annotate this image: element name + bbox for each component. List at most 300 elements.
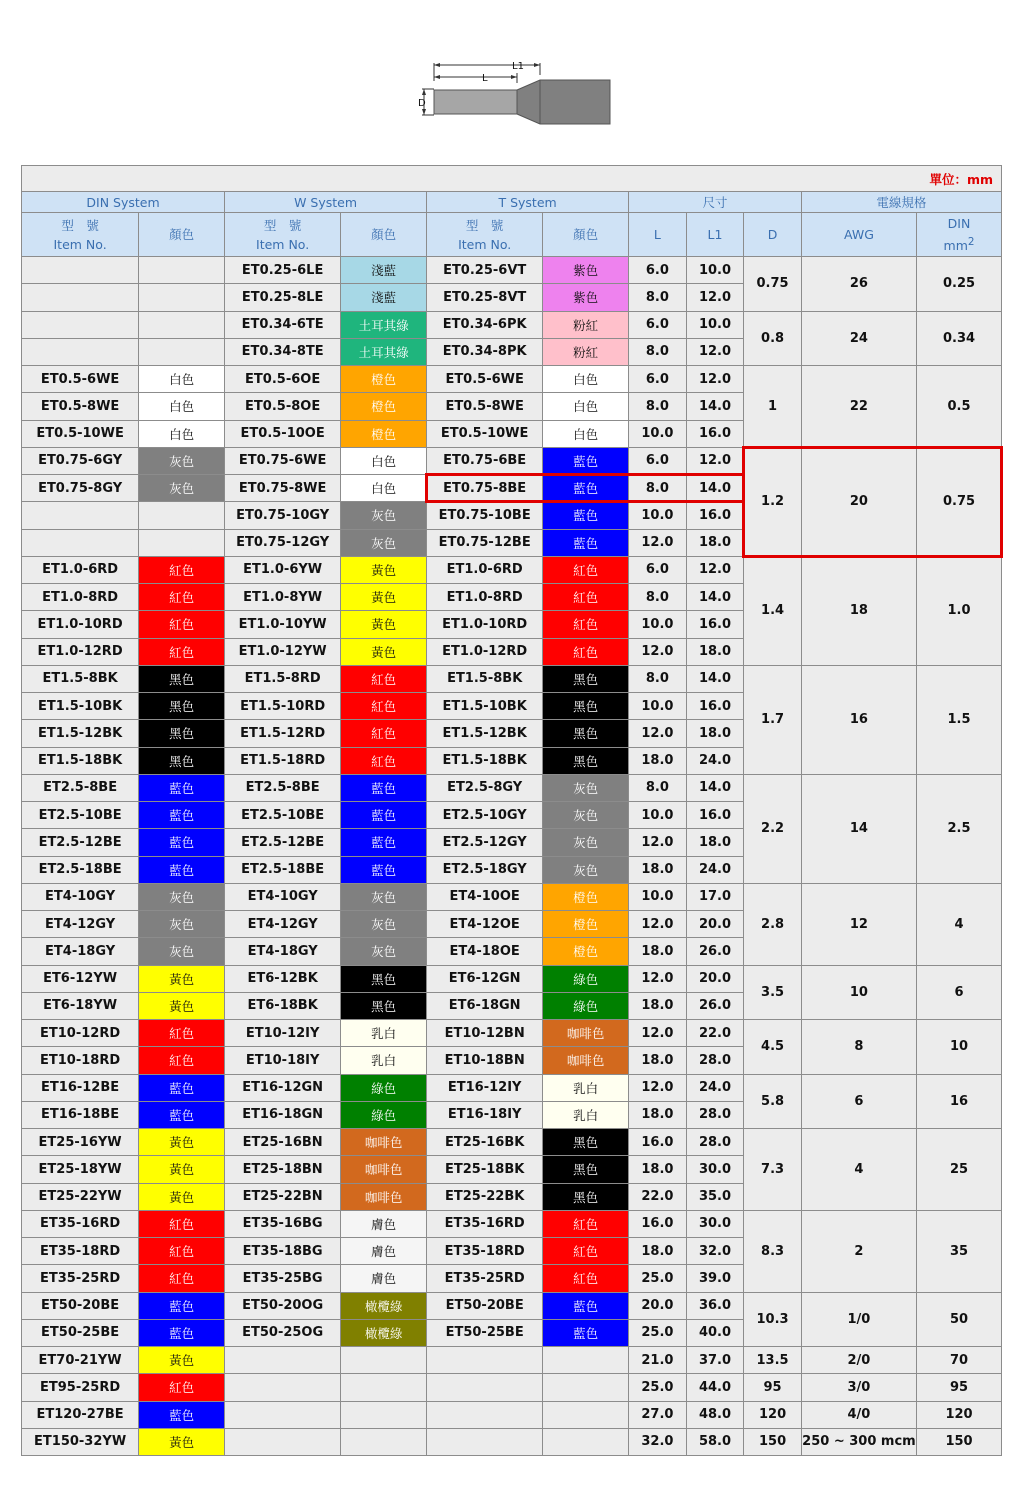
header-color: 顏色	[543, 213, 628, 256]
w-color-cell	[341, 1374, 426, 1400]
t-item-no-cell: ET1.0-12RD	[427, 639, 542, 665]
length-l1-cell: 18.0	[687, 829, 744, 855]
spec-din-cell: 70	[917, 1347, 1001, 1373]
t-item-no-cell: ET1.5-18BK	[427, 748, 542, 774]
spec-d-cell: 1.4	[744, 557, 801, 665]
spec-din-cell: 0.34	[917, 312, 1001, 366]
din-item-no-cell	[22, 530, 138, 556]
table-row	[22, 1211, 1001, 1237]
din-color-cell: 紅色	[139, 1047, 224, 1073]
table-row	[22, 884, 1001, 910]
group-dimensions: 尺寸	[629, 192, 801, 212]
din-item-no-cell: ET6-18YW	[22, 993, 138, 1019]
w-item-no-cell	[225, 1402, 340, 1428]
din-item-no-cell: ET0.75-8GY	[22, 475, 138, 501]
din-color-cell	[139, 502, 224, 528]
table-row	[22, 1293, 1001, 1319]
din-color-cell: 紅色	[139, 611, 224, 637]
length-l1-cell: 24.0	[687, 748, 744, 774]
t-color-cell: 黑色	[543, 1156, 628, 1182]
t-color-cell: 橙色	[543, 938, 628, 964]
din-color-cell: 藍色	[139, 1075, 224, 1101]
t-color-cell: 黑色	[543, 1129, 628, 1155]
w-color-cell: 綠色	[341, 1075, 426, 1101]
t-color-cell: 橙色	[543, 911, 628, 937]
w-item-no-cell: ET2.5-8BE	[225, 775, 340, 801]
w-item-no-cell: ET4-12GY	[225, 911, 340, 937]
spec-d-cell: 7.3	[744, 1129, 801, 1210]
table-body	[22, 257, 1001, 1455]
spec-din-cell: 95	[917, 1374, 1001, 1400]
din-item-no-cell: ET25-18YW	[22, 1156, 138, 1182]
w-color-cell: 膚色	[341, 1265, 426, 1291]
w-color-cell: 橄欖綠	[341, 1293, 426, 1319]
t-color-cell: 灰色	[543, 829, 628, 855]
spec-awg-cell: 4/0	[802, 1402, 916, 1428]
din-color-cell: 紅色	[139, 1238, 224, 1264]
din-color-cell	[139, 312, 224, 338]
t-color-cell: 白色	[543, 366, 628, 392]
w-item-no-cell: ET1.5-8RD	[225, 666, 340, 692]
w-item-no-cell: ET0.75-6WE	[225, 448, 340, 474]
w-item-no-cell: ET35-16BG	[225, 1211, 340, 1237]
length-l-cell: 6.0	[629, 557, 686, 583]
w-item-no-cell: ET1.5-12RD	[225, 720, 340, 746]
din-color-cell: 灰色	[139, 475, 224, 501]
w-color-cell: 灰色	[341, 502, 426, 528]
length-l1-cell: 26.0	[687, 993, 744, 1019]
t-color-cell: 咖啡色	[543, 1047, 628, 1073]
din-item-no-cell: ET1.5-12BK	[22, 720, 138, 746]
t-item-no-cell: ET0.34-6PK	[427, 312, 542, 338]
w-color-cell: 黑色	[341, 966, 426, 992]
t-color-cell: 藍色	[543, 1293, 628, 1319]
length-l1-cell: 28.0	[687, 1102, 744, 1128]
din-item-no-cell: ET2.5-18BE	[22, 857, 138, 883]
unit-label: 單位：mm	[22, 166, 1001, 191]
w-item-no-cell: ET2.5-10BE	[225, 802, 340, 828]
table-row	[22, 1129, 1001, 1155]
w-color-cell: 黃色	[341, 639, 426, 665]
length-l-cell: 10.0	[629, 884, 686, 910]
w-item-no-cell: ET35-25BG	[225, 1265, 340, 1291]
din-item-no-cell: ET35-16RD	[22, 1211, 138, 1237]
length-l1-cell: 14.0	[687, 666, 744, 692]
spec-din-cell: 2.5	[917, 775, 1001, 883]
length-l-cell: 18.0	[629, 993, 686, 1019]
spec-din-cell: 6	[917, 966, 1001, 1020]
t-color-cell	[543, 1347, 628, 1373]
length-l1-cell: 12.0	[687, 557, 744, 583]
din-item-no-cell: ET70-21YW	[22, 1347, 138, 1373]
t-color-cell: 紫色	[543, 284, 628, 310]
din-item-no-cell: ET50-20BE	[22, 1293, 138, 1319]
spec-d-cell: 95	[744, 1374, 801, 1400]
w-item-no-cell: ET6-12BK	[225, 966, 340, 992]
length-l-cell: 18.0	[629, 857, 686, 883]
length-l-cell: 18.0	[629, 1238, 686, 1264]
w-color-cell: 紅色	[341, 666, 426, 692]
length-l-cell: 18.0	[629, 1156, 686, 1182]
length-l1-cell: 30.0	[687, 1156, 744, 1182]
t-item-no-cell: ET0.75-12BE	[427, 530, 542, 556]
t-item-no-cell: ET50-25BE	[427, 1320, 542, 1346]
din-item-no-cell: ET2.5-8BE	[22, 775, 138, 801]
w-item-no-cell: ET1.0-10YW	[225, 611, 340, 637]
w-item-no-cell: ET0.5-8OE	[225, 393, 340, 419]
din-color-cell: 黃色	[139, 966, 224, 992]
length-l1-cell: 30.0	[687, 1211, 744, 1237]
length-l1-cell: 36.0	[687, 1293, 744, 1319]
length-l-cell: 10.0	[629, 802, 686, 828]
spec-d-cell: 13.5	[744, 1347, 801, 1373]
length-l1-cell: 22.0	[687, 1020, 744, 1046]
spec-awg-cell: 14	[802, 775, 916, 883]
t-item-no-cell: ET10-12BN	[427, 1020, 542, 1046]
table-row	[22, 1020, 1001, 1046]
t-item-no-cell: ET0.25-6VT	[427, 257, 542, 283]
length-l-cell: 21.0	[629, 1347, 686, 1373]
spec-awg-cell: 22	[802, 366, 916, 447]
din-item-no-cell: ET35-25RD	[22, 1265, 138, 1291]
din-color-cell: 紅色	[139, 1374, 224, 1400]
din-item-no-cell: ET95-25RD	[22, 1374, 138, 1400]
t-color-cell: 灰色	[543, 857, 628, 883]
ferrule-spec-table	[21, 165, 1002, 1456]
table-row	[22, 557, 1001, 583]
din-item-no-cell	[22, 312, 138, 338]
length-l1-cell: 16.0	[687, 502, 744, 528]
w-color-cell: 藍色	[341, 857, 426, 883]
group-wire-spec: 電線規格	[802, 192, 1001, 212]
w-item-no-cell: ET2.5-18BE	[225, 857, 340, 883]
din-item-no-cell: ET0.5-10WE	[22, 421, 138, 447]
din-color-cell: 藍色	[139, 1102, 224, 1128]
length-l-cell: 8.0	[629, 284, 686, 310]
length-l-cell: 8.0	[629, 666, 686, 692]
din-color-cell: 紅色	[139, 1265, 224, 1291]
t-item-no-cell: ET4-12OE	[427, 911, 542, 937]
length-l1-cell: 20.0	[687, 911, 744, 937]
t-color-cell: 紅色	[543, 584, 628, 610]
spec-din-cell: 0.75	[917, 448, 1001, 556]
length-l-cell: 8.0	[629, 775, 686, 801]
din-color-cell	[139, 530, 224, 556]
w-item-no-cell: ET10-18IY	[225, 1047, 340, 1073]
w-color-cell: 橙色	[341, 393, 426, 419]
length-l1-cell: 16.0	[687, 611, 744, 637]
w-color-cell: 藍色	[341, 802, 426, 828]
w-color-cell: 灰色	[341, 938, 426, 964]
t-item-no-cell	[427, 1347, 542, 1373]
length-l1-cell: 32.0	[687, 1238, 744, 1264]
t-color-cell: 黑色	[543, 1184, 628, 1210]
table-row	[22, 257, 1001, 283]
t-color-cell: 紅色	[543, 557, 628, 583]
w-item-no-cell: ET0.75-12GY	[225, 530, 340, 556]
length-l-cell: 12.0	[629, 966, 686, 992]
table-row	[22, 1374, 1001, 1400]
length-l-cell: 22.0	[629, 1184, 686, 1210]
din-color-cell: 黃色	[139, 1429, 224, 1455]
length-l-cell: 8.0	[629, 339, 686, 365]
length-l1-cell: 12.0	[687, 448, 744, 474]
spec-awg-cell: 20	[802, 448, 916, 556]
din-color-cell: 黃色	[139, 1156, 224, 1182]
t-color-cell: 綠色	[543, 993, 628, 1019]
t-item-no-cell: ET6-12GN	[427, 966, 542, 992]
table-row	[22, 366, 1001, 392]
din-item-no-cell: ET6-12YW	[22, 966, 138, 992]
w-color-cell: 淺藍	[341, 257, 426, 283]
din-color-cell: 藍色	[139, 775, 224, 801]
w-color-cell: 灰色	[341, 530, 426, 556]
spec-d-cell: 2.8	[744, 884, 801, 965]
header-color: 顏色	[139, 213, 224, 256]
t-item-no-cell: ET4-10OE	[427, 884, 542, 910]
t-item-no-cell	[427, 1374, 542, 1400]
w-item-no-cell: ET50-25OG	[225, 1320, 340, 1346]
w-item-no-cell: ET16-18GN	[225, 1102, 340, 1128]
header-awg: AWG	[802, 213, 916, 256]
length-l1-cell: 20.0	[687, 966, 744, 992]
group-w-system: W System	[225, 192, 426, 212]
length-l-cell: 16.0	[629, 1129, 686, 1155]
table-row	[22, 775, 1001, 801]
din-item-no-cell: ET2.5-10BE	[22, 802, 138, 828]
t-color-cell: 紫色	[543, 257, 628, 283]
w-color-cell: 黑色	[341, 993, 426, 1019]
w-item-no-cell: ET0.5-10OE	[225, 421, 340, 447]
length-l1-cell: 16.0	[687, 421, 744, 447]
header-color: 顏色	[341, 213, 426, 256]
t-item-no-cell: ET10-18BN	[427, 1047, 542, 1073]
w-color-cell: 紅色	[341, 693, 426, 719]
din-color-cell: 藍色	[139, 857, 224, 883]
din-item-no-cell: ET4-12GY	[22, 911, 138, 937]
t-color-cell: 藍色	[543, 530, 628, 556]
length-l-cell: 8.0	[629, 475, 686, 501]
t-item-no-cell: ET1.0-8RD	[427, 584, 542, 610]
length-l-cell: 25.0	[629, 1320, 686, 1346]
w-item-no-cell: ET6-18BK	[225, 993, 340, 1019]
t-color-cell: 藍色	[543, 502, 628, 528]
t-color-cell: 黑色	[543, 666, 628, 692]
length-l-cell: 6.0	[629, 448, 686, 474]
w-color-cell	[341, 1402, 426, 1428]
din-item-no-cell: ET4-10GY	[22, 884, 138, 910]
spec-awg-cell: 1/0	[802, 1293, 916, 1347]
din-color-cell: 紅色	[139, 584, 224, 610]
diagram-label-l1: L1	[512, 61, 524, 72]
w-item-no-cell	[225, 1347, 340, 1373]
w-item-no-cell: ET0.5-6OE	[225, 366, 340, 392]
spec-din-cell: 120	[917, 1402, 1001, 1428]
w-color-cell: 咖啡色	[341, 1156, 426, 1182]
length-l-cell: 6.0	[629, 257, 686, 283]
length-l-cell: 18.0	[629, 938, 686, 964]
din-item-no-cell	[22, 339, 138, 365]
length-l1-cell: 10.0	[687, 257, 744, 283]
length-l1-cell: 26.0	[687, 938, 744, 964]
din-color-cell	[139, 339, 224, 365]
spec-d-cell: 8.3	[744, 1211, 801, 1292]
spec-din-cell: 0.5	[917, 366, 1001, 447]
table-row	[22, 1429, 1001, 1455]
w-item-no-cell: ET0.75-8WE	[225, 475, 340, 501]
spec-din-cell: 25	[917, 1129, 1001, 1210]
w-color-cell: 白色	[341, 475, 426, 501]
t-color-cell: 藍色	[543, 1320, 628, 1346]
length-l1-cell: 35.0	[687, 1184, 744, 1210]
w-color-cell: 白色	[341, 448, 426, 474]
w-item-no-cell: ET50-20OG	[225, 1293, 340, 1319]
length-l1-cell: 14.0	[687, 475, 744, 501]
w-color-cell: 乳白	[341, 1020, 426, 1046]
w-color-cell: 膚色	[341, 1238, 426, 1264]
t-color-cell: 綠色	[543, 966, 628, 992]
diagram-label-d: D	[418, 98, 426, 109]
din-color-cell: 藍色	[139, 1402, 224, 1428]
length-l1-cell: 18.0	[687, 639, 744, 665]
spec-awg-cell: 6	[802, 1075, 916, 1129]
din-color-cell: 藍色	[139, 1320, 224, 1346]
spec-d-cell: 1.2	[744, 448, 801, 556]
length-l-cell: 12.0	[629, 829, 686, 855]
group-din-system: DIN System	[22, 192, 224, 212]
length-l1-cell: 48.0	[687, 1402, 744, 1428]
table-row	[22, 666, 1001, 692]
w-color-cell	[341, 1429, 426, 1455]
length-l-cell: 12.0	[629, 911, 686, 937]
t-color-cell: 紅色	[543, 1238, 628, 1264]
w-item-no-cell: ET10-12IY	[225, 1020, 340, 1046]
w-color-cell: 藍色	[341, 775, 426, 801]
t-color-cell: 灰色	[543, 802, 628, 828]
table-row	[22, 966, 1001, 992]
length-l1-cell: 18.0	[687, 530, 744, 556]
table-row	[22, 448, 1001, 474]
table-row	[22, 1347, 1001, 1373]
t-color-cell: 粉紅	[543, 312, 628, 338]
w-item-no-cell: ET0.25-6LE	[225, 257, 340, 283]
spec-d-cell: 5.8	[744, 1075, 801, 1129]
w-item-no-cell: ET1.0-6YW	[225, 557, 340, 583]
w-color-cell: 黃色	[341, 611, 426, 637]
table-row	[22, 312, 1001, 338]
w-color-cell: 橙色	[341, 421, 426, 447]
t-color-cell: 紅色	[543, 1265, 628, 1291]
w-item-no-cell: ET2.5-12BE	[225, 829, 340, 855]
spec-d-cell: 150	[744, 1429, 801, 1455]
din-item-no-cell: ET120-27BE	[22, 1402, 138, 1428]
din-item-no-cell: ET16-12BE	[22, 1075, 138, 1101]
t-color-cell: 橙色	[543, 884, 628, 910]
w-color-cell: 膚色	[341, 1211, 426, 1237]
w-color-cell	[341, 1347, 426, 1373]
t-item-no-cell	[427, 1429, 542, 1455]
length-l-cell: 10.0	[629, 693, 686, 719]
w-item-no-cell: ET16-12GN	[225, 1075, 340, 1101]
t-item-no-cell: ET4-18OE	[427, 938, 542, 964]
length-l-cell: 12.0	[629, 530, 686, 556]
spec-din-cell: 10	[917, 1020, 1001, 1074]
spec-d-cell: 4.5	[744, 1020, 801, 1074]
din-item-no-cell: ET25-16YW	[22, 1129, 138, 1155]
length-l1-cell: 37.0	[687, 1347, 744, 1373]
w-item-no-cell: ET0.34-6TE	[225, 312, 340, 338]
t-item-no-cell: ET25-18BK	[427, 1156, 542, 1182]
w-color-cell: 土耳其綠	[341, 312, 426, 338]
t-item-no-cell: ET2.5-18GY	[427, 857, 542, 883]
length-l-cell: 20.0	[629, 1293, 686, 1319]
din-color-cell: 黑色	[139, 666, 224, 692]
spec-din-cell: 16	[917, 1075, 1001, 1129]
w-item-no-cell: ET25-18BN	[225, 1156, 340, 1182]
t-item-no-cell: ET50-20BE	[427, 1293, 542, 1319]
length-l-cell: 12.0	[629, 639, 686, 665]
spec-d-cell: 0.75	[744, 257, 801, 311]
length-l-cell: 25.0	[629, 1265, 686, 1291]
spec-awg-cell: 24	[802, 312, 916, 366]
length-l-cell: 18.0	[629, 1047, 686, 1073]
w-color-cell: 淺藍	[341, 284, 426, 310]
spec-din-cell: 1.5	[917, 666, 1001, 774]
spec-awg-cell: 250 ~ 300 mcm	[802, 1429, 916, 1455]
t-item-no-cell: ET0.5-10WE	[427, 421, 542, 447]
din-item-no-cell: ET10-12RD	[22, 1020, 138, 1046]
w-item-no-cell: ET25-22BN	[225, 1184, 340, 1210]
t-item-no-cell: ET25-22BK	[427, 1184, 542, 1210]
t-item-no-cell: ET1.0-6RD	[427, 557, 542, 583]
header-l1: L1	[687, 213, 744, 256]
din-color-cell: 灰色	[139, 448, 224, 474]
din-item-no-cell	[22, 257, 138, 283]
t-item-no-cell: ET35-16RD	[427, 1211, 542, 1237]
din-item-no-cell: ET4-18GY	[22, 938, 138, 964]
spec-din-cell: 150	[917, 1429, 1001, 1455]
header-item-no: 型 號 Item No.	[22, 213, 138, 256]
length-l1-cell: 40.0	[687, 1320, 744, 1346]
t-item-no-cell: ET1.0-10RD	[427, 611, 542, 637]
length-l-cell: 27.0	[629, 1402, 686, 1428]
t-item-no-cell: ET0.25-8VT	[427, 284, 542, 310]
din-item-no-cell	[22, 502, 138, 528]
length-l1-cell: 16.0	[687, 693, 744, 719]
din-color-cell: 白色	[139, 421, 224, 447]
w-item-no-cell	[225, 1374, 340, 1400]
length-l1-cell: 14.0	[687, 393, 744, 419]
length-l1-cell: 17.0	[687, 884, 744, 910]
length-l-cell: 8.0	[629, 393, 686, 419]
w-color-cell: 黃色	[341, 557, 426, 583]
din-item-no-cell: ET25-22YW	[22, 1184, 138, 1210]
length-l1-cell: 10.0	[687, 312, 744, 338]
din-item-no-cell: ET1.0-6RD	[22, 557, 138, 583]
t-color-cell: 乳白	[543, 1102, 628, 1128]
header-d: D	[744, 213, 801, 256]
din-color-cell: 紅色	[139, 1211, 224, 1237]
din-item-no-cell: ET1.0-12RD	[22, 639, 138, 665]
w-item-no-cell	[225, 1429, 340, 1455]
t-item-no-cell: ET0.75-10BE	[427, 502, 542, 528]
header-item-no: 型 號 Item No.	[225, 213, 340, 256]
din-color-cell: 白色	[139, 393, 224, 419]
length-l1-cell: 24.0	[687, 1075, 744, 1101]
din-color-cell: 黃色	[139, 993, 224, 1019]
din-color-cell: 灰色	[139, 938, 224, 964]
spec-awg-cell: 12	[802, 884, 916, 965]
